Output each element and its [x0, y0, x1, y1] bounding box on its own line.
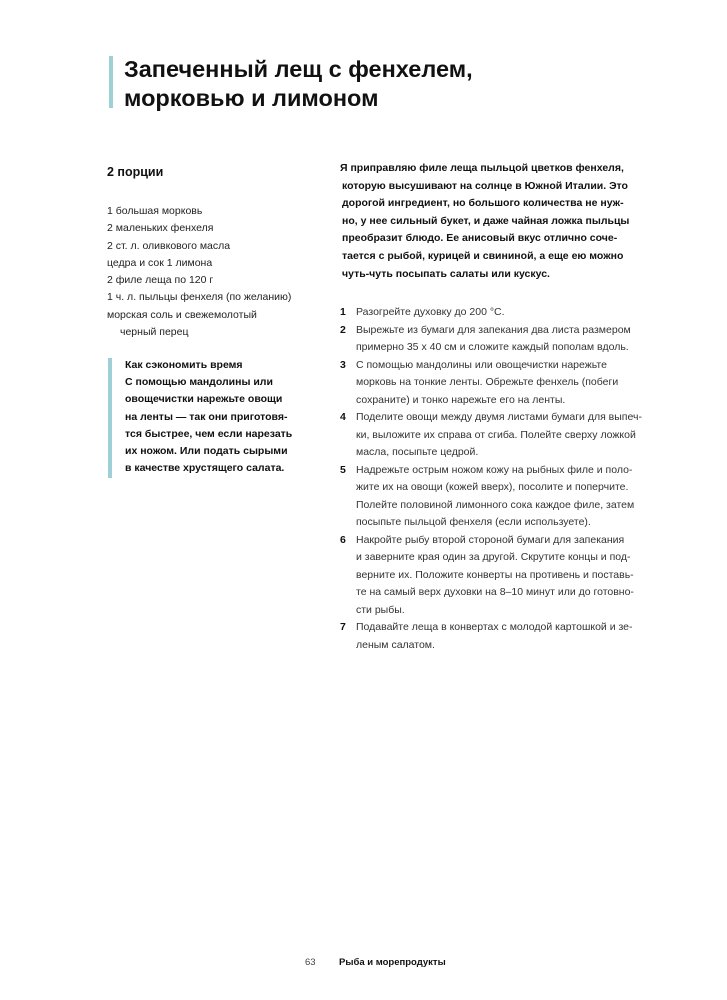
step-line: верните их. Положите конверты на противень и поставь-	[356, 568, 634, 581]
page-number: 63	[305, 957, 316, 968]
step-item	[340, 619, 642, 654]
tip-line: их ножом. Или подать сырыми	[125, 445, 288, 458]
ingredient-line: цедра и сок 1 лимона	[107, 256, 213, 269]
intro-line: преобразит блюдо. Ее анисовый вкус отлично соче-	[342, 232, 618, 245]
ingredient-line: 2 маленьких фенхеля	[107, 222, 214, 235]
step-number: 5	[340, 463, 346, 476]
step-line: ки, выложите их справа от сгиба. Полейте сверху ложкой	[356, 428, 636, 441]
recipe-title	[124, 55, 473, 113]
step-line: Накройте рыбу второй стороной бумаги для запекания	[356, 533, 625, 546]
step-line: Разогрейте духовку до 200 °С.	[356, 306, 505, 318]
intro-line: тается с рыбой, курицей и свининой, а еще ею можно	[342, 249, 624, 262]
tip-text	[125, 374, 292, 478]
tip-line: тся быстрее, чем если нарезать	[125, 427, 293, 440]
step-number: 1	[340, 306, 346, 318]
intro-line: которую высушивают на солнце в Южной Италии. Это	[342, 179, 628, 192]
step-line: примерно 35 х 40 см и сложите каждый пополам вдоль.	[356, 341, 629, 353]
step-line: и заверните края один за другой. Скрутите концы и под-	[356, 551, 631, 563]
ingredient-item	[107, 238, 291, 255]
title-accent-bar	[109, 56, 113, 108]
step-line: морковь на тонкие ленты. Обрежьте фенхель (побеги	[356, 376, 619, 388]
ingredient-item	[107, 220, 291, 237]
tip-title: Как сэкономить время	[125, 359, 243, 371]
method-steps	[340, 304, 642, 654]
ingredient-line: черный перец	[120, 326, 189, 339]
recipe-intro	[342, 160, 629, 283]
step-line: С помощью мандолины или овощечистки нарежьте	[356, 358, 607, 371]
step-number: 4	[340, 411, 346, 423]
intro-line: чуть-чуть посыпать салаты или кускус.	[342, 267, 550, 280]
step-line: жите их на овощи (кожей вверх), посолите и поперчите.	[356, 481, 629, 493]
step-number: 2	[340, 323, 346, 336]
tip-line: овощечистки нарежьте овощи	[125, 393, 283, 406]
step-line: Подавайте леща в конвертах с молодой картошкой и зе-	[356, 621, 633, 633]
step-number: 7	[340, 621, 346, 633]
ingredient-item	[107, 289, 291, 306]
recipe-title-line: Запеченный лещ с фенхелем,	[124, 56, 473, 82]
step-item	[340, 304, 642, 322]
step-line: Поделите овощи между двумя листами бумаги для выпеч-	[356, 411, 642, 423]
ingredients-list	[107, 203, 291, 341]
ingredient-line: 2 ст. л. оливкового масла	[107, 239, 231, 252]
intro-line: дорогой ингредиент, но большого количества не нуж-	[342, 197, 624, 210]
step-number: 6	[340, 533, 346, 546]
intro-line: Я приправляю филе леща пыльцой цветков фенхеля,	[340, 162, 624, 174]
ingredient-line: 2 филе леща по 120 г	[107, 274, 214, 287]
ingredient-item	[107, 272, 291, 289]
step-item	[340, 462, 642, 532]
step-line: те на самый верх духовки на 8–10 минут или до готовно-	[356, 586, 634, 598]
step-line: масла, посыпьте цедрой.	[356, 446, 479, 458]
ingredient-line: морская соль и свежемолотый	[107, 308, 257, 321]
step-line: Полейте половиной лимонного сока каждое филе, затем	[356, 498, 635, 511]
step-item	[340, 532, 642, 620]
ingredient-line: 1 большая морковь	[107, 205, 203, 217]
step-line: Вырежьте из бумаги для запекания два листа размером	[356, 323, 631, 336]
step-line: сохраните) и тонко нарежьте его на ленты.	[356, 393, 566, 406]
servings-heading: 2 порции	[107, 165, 164, 179]
step-number: 3	[340, 358, 346, 371]
section-name: Рыба и морепродукты	[339, 957, 446, 968]
tip-line: в качестве хрустящего салата.	[125, 462, 285, 475]
ingredient-line: 1 ч. л. пыльцы фенхеля (по желанию)	[107, 291, 292, 304]
step-line: леным салатом.	[356, 638, 435, 651]
step-line: сти рыбы.	[356, 603, 405, 616]
step-item	[340, 322, 642, 357]
ingredient-item	[107, 203, 291, 220]
tip-accent-bar	[108, 358, 112, 478]
step-line: посыпьте пыльцой фенхеля (если используете).	[356, 516, 591, 528]
ingredient-item	[107, 255, 291, 272]
intro-line: но, у нее сильный букет, и даже чайная ложка пыльцы	[342, 214, 630, 227]
tip-line: на ленты — так они приготовя-	[125, 410, 288, 423]
recipe-title-line: морковью и лимоном	[124, 85, 379, 111]
step-line: Надрежьте острым ножом кожу на рыбных филе и поло-	[356, 463, 633, 476]
ingredient-item	[107, 307, 291, 342]
step-item	[340, 357, 642, 410]
tip-line: С помощью мандолины или	[125, 376, 273, 388]
step-item	[340, 409, 642, 462]
